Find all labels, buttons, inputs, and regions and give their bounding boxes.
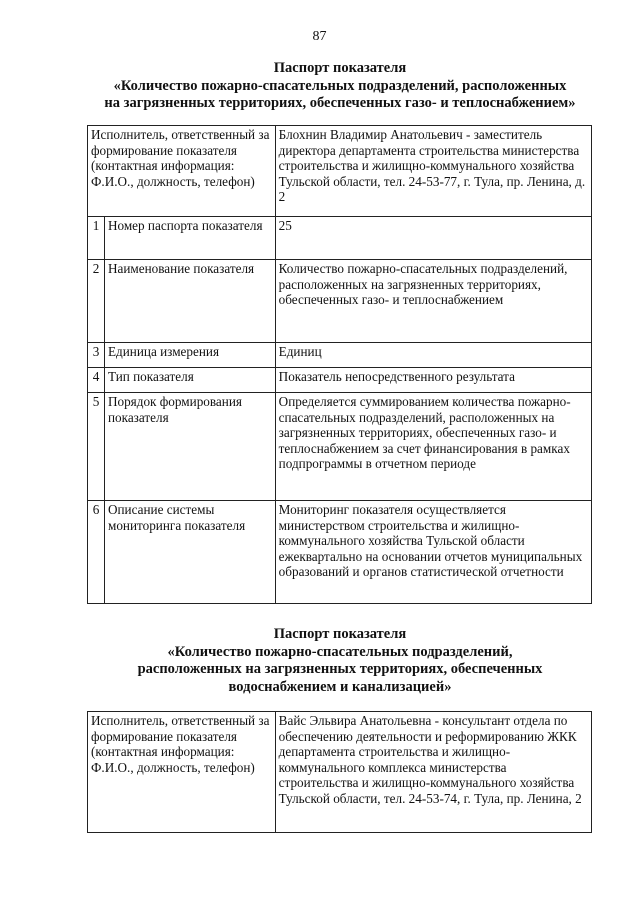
table-row [88,260,592,343]
executor-value: Вайс Эльвира Анатольевна - консультант отдела по обеспечению деятельности и реформированию ЖКК департамента строительства и жилищно-коммунального комплекса министерства строительства и жилищно-коммунального хозяйства Тульской области, тел. 24-53-74, г. Тула, пр. Ленина, 2 [275,712,591,833]
row-number: 1 [88,217,105,260]
passport1-heading [60,60,620,113]
passport2-subtitle-line3: водоснабжением и канализацией» [228,678,452,695]
row-value: Единиц [275,343,591,368]
row-value: Показатель непосредственного результата [275,368,591,393]
row-label: Наименование показателя [104,260,275,343]
table-row [88,501,592,604]
executor-row [88,126,592,217]
row-number: 3 [88,343,105,368]
passport2-heading [60,626,620,696]
row-label: Описание системы мониторинга показателя [104,501,275,604]
passport1-subtitle-line2: на загрязненных территориях, обеспеченных газо- и теплоснабжением» [104,95,576,111]
table-row [88,368,592,393]
executor-row [88,712,592,833]
row-value: Количество пожарно-спасательных подразделений, расположенных на загрязненных территориях, обеспеченных газо- и теплоснабжением [275,260,591,343]
table-row [88,343,592,368]
row-value: Мониторинг показателя осуществляется министерством строительства и жилищно-коммунального хозяйства Тульской области ежеквартально на основании отчетов муниципальных образований и органов статистической отчетности [275,501,591,604]
row-number: 4 [88,368,105,393]
table-row [88,217,592,260]
passport2-subtitle-line1: «Количество пожарно-спасательных подразделений, [167,643,513,660]
row-value: 25 [275,217,591,260]
passport1-subtitle-line1: «Количество пожарно-спасательных подразделений, расположенных [113,77,567,94]
row-label: Порядок формирования показателя [104,393,275,501]
row-label: Единица измерения [104,343,275,368]
passport2-title: Паспорт показателя [273,626,407,642]
passport2-subtitle-line2: расположенных на загрязненных территориях, обеспеченных [137,661,543,677]
page-number: 87 [312,29,327,44]
executor-label: Исполнитель, ответственный за формирование показателя (контактная информация: Ф.И.О., должность, телефон) [88,712,276,833]
executor-value: Блохнин Владимир Анатольевич - заместитель директора департамента строительства министерства строительства и жилищно-коммунального хозяйства Тульской области, тел. 24-53-77, г. Тула, пр. Ленина, д. 2 [275,126,591,217]
passport2-table [87,711,592,833]
row-label: Номер паспорта показателя [104,217,275,260]
row-number: 6 [88,501,105,604]
row-number: 5 [88,393,105,501]
row-number: 2 [88,260,105,343]
executor-label: Исполнитель, ответственный за формирование показателя (контактная информация: Ф.И.О., должность, телефон) [88,126,276,217]
row-label: Тип показателя [104,368,275,393]
table-row [88,393,592,501]
passport1-table [87,125,592,604]
row-value: Определяется суммированием количества пожарно-спасательных подразделений, расположенных на загрязненных территориях, обеспеченных газо- и теплоснабжением за счет финансирования в рамках подпрограммы в отчетном периоде [275,393,591,501]
passport1-title: Паспорт показателя [273,60,407,76]
